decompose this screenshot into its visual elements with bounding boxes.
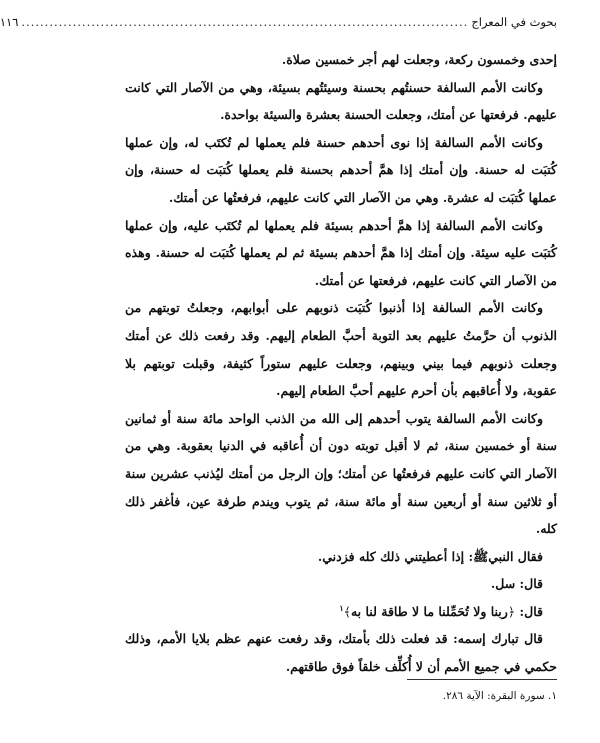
footnote: ١. سورة البقرة: الآية ٢٨٦. <box>442 690 557 702</box>
quran-open-bracket: ﴿ <box>507 603 516 619</box>
quote-prefix: قال: <box>515 603 543 619</box>
paragraph: وكانت الأمم السالفة حسنتُهم بحسنة وسيئتُهم بسيئة، وهي من الآصار التي كانت عليهم. فرفعتها عن أمتك، وجعلت الحسنة بعشرة والسيئة بواحدة. <box>125 79 557 123</box>
quran-quote-line <box>125 598 557 626</box>
paragraph: وكانت الأمم السالفة يتوب أحدهم إلى الله من الذنب الواحد مائة سنة أو ثمانين سنة أو خمسين سنة، ثم لا أقبل توبته دون أن أُعاقبه في الدنيا بعقوبة. وهي من الآصار التي كانت عليهم فرفعتُها عن أمتك؛ وإن الرجل من أمتك ليُذنب عشرين سنة أو ثلاثين سنة أو أربعين سنة أو مائة سنة، ثم يتوب ويندم طرفة عين، فأغفر ذلك كله. <box>125 410 557 537</box>
paragraph: إحدى وخمسون ركعة، وجعلت لهم أجر خمسين صلاة. <box>281 52 557 67</box>
header-title: بحوث في المعراج <box>471 15 557 29</box>
paragraph: قال تبارك إسمه: قد فعلت ذلك بأمتك، وقد رفعت عنهم عظم بلايا الأمم، وذلك حكمي في جميع الأمم أن لا أُكلِّف خلقاً فوق طاقتهم. <box>125 631 557 675</box>
header-leader-dots: ................................................................................................ <box>21 15 469 29</box>
paragraph: فقال النبيﷺ: إذا أعطيتني ذلك كله فزدني. <box>317 548 543 564</box>
paragraph: وكانت الأمم السالفة إذا نوى أحدهم حسنة فلم يعملها لم تُكتَب له، وإن عملها كُتبَت له حسنة. وإن أمتك إذا همَّ أحدهم بحسنة فلم يعملها كُتبَت له حسنة، وإن عملها كُتبَت له عشرة. وهي من الآصار التي كانت عليهم، فرفعتُها عن أمتك. <box>125 134 557 205</box>
paragraph: وكانت الأمم السالفة إذا أذنبوا كُتبَت ذنوبهم على أبوابهم، وجعلتُ توبتهم من الذنوب أن حرَّمتُ عليهم بعد التوبة أحبَّ الطعام إليهم. وقد رفعت ذلك عن أمتك وجعلت ذنوبهم فيما بيني وبينهم، وجعلت عليهم ستوراً كثيفة، وقبلت توبتهم بلا عقوبة، ولا أُعاقبهم بأن أحرم عليهم أحبَّ الطعام إليهم. <box>125 300 557 399</box>
page-number: ١١٦ <box>0 15 19 29</box>
body-text <box>125 46 557 681</box>
footnote-divider <box>407 679 557 680</box>
quran-verse: ربنا ولا تُحَمِّلنا ما لا طاقة لنا به <box>350 603 508 619</box>
running-header <box>0 14 557 30</box>
paragraph: قال: سل. <box>490 576 543 592</box>
footnote-reference: ١ <box>339 602 344 613</box>
book-page <box>0 14 557 732</box>
quran-close-bracket: ﴾ <box>343 603 351 619</box>
paragraph: وكانت الأمم السالفة إذا همَّ أحدهم بسيئة فلم يعملها لم تُكتَب عليه، وإن عملها كُتبَت عليه سيئة. وإن أمتك إذا همَّ أحدهم بسيئة ثم لم يعملها كُتبَت له حسنة. وهذه من الآصار التي كانت عليهم، فرفعتها عن أمتك. <box>125 217 557 288</box>
